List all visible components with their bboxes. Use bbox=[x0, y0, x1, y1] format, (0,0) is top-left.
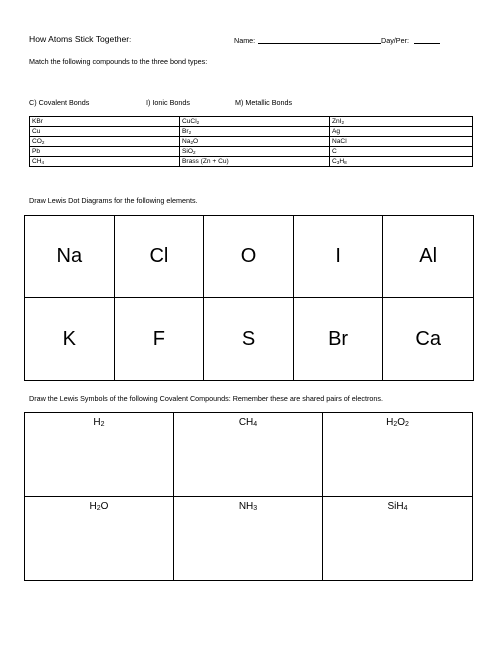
formula-subscript: 2 bbox=[196, 120, 200, 125]
formula-text: KBr bbox=[32, 118, 43, 125]
formula-text: SiO bbox=[182, 148, 193, 155]
formula-text: CH bbox=[238, 417, 254, 428]
element-symbol: Br bbox=[328, 327, 349, 350]
table-row bbox=[30, 117, 473, 127]
element-symbol: Al bbox=[419, 245, 438, 267]
formula-subscript: 4 bbox=[41, 160, 45, 165]
covalent-cell[interactable] bbox=[25, 413, 174, 497]
table-row bbox=[30, 127, 473, 137]
compound-cell[interactable] bbox=[30, 127, 180, 137]
compound-cell[interactable] bbox=[330, 117, 473, 127]
bond-type-metallic: M) Metallic Bonds bbox=[235, 98, 293, 107]
formula-text: ZnI bbox=[332, 118, 342, 125]
formula-subscript: 4 bbox=[253, 421, 258, 428]
element-symbol: Cl bbox=[149, 245, 169, 267]
element-cell[interactable] bbox=[383, 216, 473, 298]
element-cell[interactable] bbox=[294, 216, 384, 298]
formula-subscript: 3 bbox=[336, 160, 340, 165]
formula-subscript: 8 bbox=[344, 160, 347, 165]
compound-cell[interactable] bbox=[330, 157, 473, 167]
element-symbol: I bbox=[335, 245, 341, 267]
bond-type-ionic: I) Ionic Bonds bbox=[146, 98, 190, 107]
lewis-dot-instruction: Draw Lewis Dot Diagrams for the following elements. bbox=[29, 196, 198, 205]
match-instruction: Match the following compounds to the three bond types: bbox=[29, 57, 208, 66]
element-cell[interactable] bbox=[115, 298, 205, 380]
element-cell[interactable] bbox=[294, 298, 384, 380]
covalent-formula bbox=[90, 501, 109, 512]
covalent-formula bbox=[239, 417, 257, 428]
formula-text: Cu bbox=[32, 128, 41, 135]
lewis-symbols-instruction: Draw the Lewis Symbols of the following Covalent Compounds: Remember these are shared pairs of electrons. bbox=[29, 394, 383, 403]
formula-text: Ag bbox=[332, 128, 341, 135]
element-grid bbox=[24, 215, 474, 381]
covalent-cell[interactable] bbox=[174, 413, 323, 497]
formula-text: CO bbox=[32, 138, 42, 145]
compound-cell[interactable] bbox=[330, 147, 473, 157]
compound-cell[interactable] bbox=[180, 127, 330, 137]
formula-subscript: 2 bbox=[341, 120, 345, 125]
dayper-label: Day/Per: bbox=[381, 36, 409, 45]
formula-subscript: 2 bbox=[193, 150, 196, 155]
compound-cell[interactable] bbox=[30, 157, 180, 167]
element-cell[interactable] bbox=[204, 298, 294, 380]
formula-text: O bbox=[397, 417, 405, 428]
compound-cell[interactable] bbox=[180, 157, 330, 167]
formula-text: C bbox=[332, 148, 337, 155]
table-row bbox=[30, 147, 473, 157]
compound-cell[interactable] bbox=[30, 147, 180, 157]
covalent-formula bbox=[387, 501, 407, 512]
formula-text: Brass (Zn + Cu) bbox=[182, 158, 229, 165]
worksheet-title: How Atoms Stick Together: bbox=[29, 34, 132, 44]
formula-text: CH bbox=[32, 158, 42, 165]
bond-type-covalent: C) Covalent Bonds bbox=[29, 98, 90, 107]
element-cell[interactable] bbox=[25, 298, 115, 380]
compound-cell[interactable] bbox=[180, 147, 330, 157]
covalent-cell[interactable] bbox=[25, 497, 174, 581]
formula-text: Na bbox=[182, 138, 191, 145]
covalent-formula bbox=[386, 417, 409, 428]
element-symbol: S bbox=[241, 327, 256, 350]
formula-subscript: 2 bbox=[405, 421, 409, 428]
element-symbol: K bbox=[62, 327, 76, 350]
dayper-field[interactable] bbox=[414, 43, 440, 44]
element-cell[interactable] bbox=[383, 298, 473, 380]
formula-text: O bbox=[100, 500, 109, 512]
covalent-cell[interactable] bbox=[323, 497, 472, 581]
element-symbol: Ca bbox=[415, 327, 441, 350]
compound-cell[interactable] bbox=[180, 137, 330, 147]
covalent-formula bbox=[93, 417, 104, 428]
covalent-cell[interactable] bbox=[323, 413, 472, 497]
formula-subscript: 2 bbox=[190, 140, 194, 145]
formula-text: SiH bbox=[387, 500, 404, 512]
formula-text: Pb bbox=[32, 148, 41, 155]
element-cell[interactable] bbox=[25, 216, 115, 298]
compound-cell[interactable] bbox=[330, 127, 473, 137]
table-row bbox=[30, 157, 473, 167]
name-field[interactable] bbox=[258, 43, 381, 44]
formula-text: NaCl bbox=[332, 138, 347, 145]
name-label: Name: bbox=[234, 36, 256, 45]
formula-text: CuCl bbox=[182, 118, 197, 125]
formula-text: NH bbox=[238, 500, 254, 512]
table-row bbox=[30, 137, 473, 147]
element-cell[interactable] bbox=[204, 216, 294, 298]
element-symbol: O bbox=[240, 245, 257, 267]
compounds-table bbox=[29, 116, 473, 167]
covalent-formula bbox=[239, 501, 257, 512]
formula-text: H bbox=[386, 417, 394, 428]
covalent-cell[interactable] bbox=[174, 497, 323, 581]
formula-subscript: 2 bbox=[100, 421, 105, 428]
formula-subscript: 3 bbox=[253, 504, 258, 512]
formula-text: H bbox=[89, 500, 97, 512]
formula-subscript: 2 bbox=[41, 140, 45, 145]
formula-text: C bbox=[332, 158, 337, 165]
compound-cell[interactable] bbox=[330, 137, 473, 147]
element-symbol: F bbox=[152, 327, 165, 350]
formula-text: Br bbox=[182, 128, 189, 135]
formula-subscript: 4 bbox=[403, 504, 408, 512]
formula-subscript: 2 bbox=[188, 130, 192, 135]
compound-cell[interactable] bbox=[30, 117, 180, 127]
compound-cell[interactable] bbox=[180, 117, 330, 127]
formula-text: H bbox=[93, 417, 101, 428]
element-cell[interactable] bbox=[115, 216, 205, 298]
element-symbol: Na bbox=[56, 245, 83, 267]
formula-subscript: 2 bbox=[393, 421, 398, 428]
formula-subscript: 2 bbox=[96, 504, 101, 512]
covalent-grid bbox=[24, 412, 473, 581]
formula-text: O bbox=[193, 138, 199, 145]
formula-text: H bbox=[339, 158, 345, 165]
compound-cell[interactable] bbox=[30, 137, 180, 147]
